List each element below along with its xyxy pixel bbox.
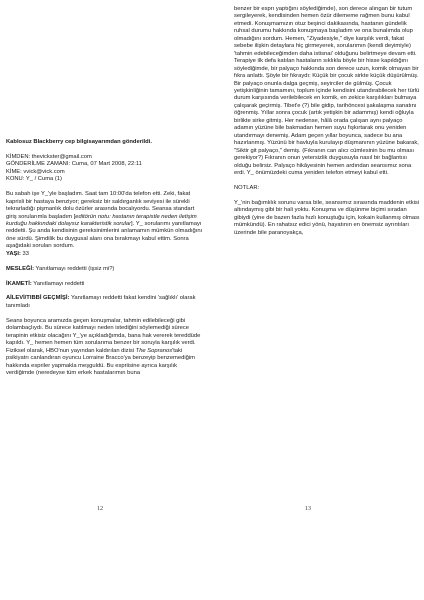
session-paragraph-1: [6, 191, 204, 251]
page-number-left: 12: [97, 506, 103, 512]
email-from-line: KİMDEN: thevickster@gmail.com: [6, 153, 92, 160]
session-paragraph-2-part-b: 'taki psikiyatrı canlandıran oyuncu Lorraine Bracco'ya benzeyip benzemediğim hakkında espriler yapmakla meşguldü. Bu espriisine ayrıca karşılık verdiğimde (neredeyse tüm erkek hastalarımın buna: [6, 347, 195, 376]
left-page-column: [0, 139, 204, 377]
residence-label: İKAMETİ:: [6, 280, 32, 287]
residence-line: [6, 281, 204, 288]
family-history-label: AİLEVİ/TIBBİ GEÇMİŞİ:: [6, 295, 70, 302]
occupation-label: MESLEĞİ:: [6, 265, 35, 272]
occupation-line: [6, 266, 204, 273]
sopranos-title-italic: The Sopranos: [135, 347, 173, 354]
email-to-line: KİME: vvick@vick.com: [6, 168, 65, 175]
editor-note-italic: editörün notu: hastanın terapistle neden iletişim kurduğu hakkındaki dolaysız karakteristik sorular: [6, 213, 197, 227]
age-label: YAŞI:: [6, 250, 21, 257]
email-sent-line: GÖNDERİLME ZAMANI: Cuma, 07 Mart 2008, 22:11: [6, 161, 142, 168]
occupation-value: Yanıtlamayı reddetti (işsiz mi?): [34, 265, 115, 272]
age-value: 33: [20, 250, 29, 257]
notes-paragraph: Y_'nin bağımlılık sorunu varsa bile, seansımız sırasında maddenin etkisi altındaymış gibi bir hali yoktu. Konuşma ve düşünme biçimi sıradan gibiydi (yine de bazen fazla hızlı konuştuğu için, kokain kullanmış olması mümkündü). En rahatsız edici yönü, hayatının en önemsiz ayrıntıları üzerinde bile paranoyakça,: [234, 199, 420, 236]
right-page-column: [222, 6, 424, 237]
family-history-value: Yanıtlamayı reddetti fakat kendini 'sağlıklı' olarak tanımladı: [6, 295, 196, 309]
family-history-line: [6, 295, 204, 310]
session-paragraph-2: [6, 318, 204, 378]
email-subject-line: KONU: Y_ / Cuma (1): [6, 176, 62, 183]
clown-story-paragraph: benzer bir esprı yaptığını söylediğimde), son derece alıngan bir tutum sergileyerek, kendisinden hemen özür dilememe rağmen bunu kabul etmedi. Konuşmamızın otuz beşinci dakikasında, hastanın gündelik ruhsal durumu hakkında konuşmaya başladım ve ona bunalımda olup olmadığını sordum. Hemen, "Ziyadesiyle," diye karşılık verdi, fakat sebebe ilişkin detaylara hiç girmeyerek, sorularımın (kendi deyimiyle) 'tahmin edebileceğimden daha istisnai' olduğunu belirtmeye devam etti. Terapiye ilk defa katılan hastaların sıklıkla böyle bir hisse kapıldığını söylediğimde, bir palyaço hakkında son derece uzun, komik olmayan bir fıkra anlattı. Şöyle bir fıkraydı: Küçük bir çocuk sirkte küçük düşürülmüş. Bir palyaço onunla dalga geçmiş, seyirciler de gülmüş. Çocuk yetişkinliğinin tamamını, toplum içinde kendisini utandırabilecek her türlü durum karşısında verilebilecek en komik, en zekice karşılıkları bulmaya çalışarak geçirmiş. Tibet'e (?) bile gidip, tarihöncesi şakalaşma sanatını öğrenmiş. Yıllar sonra çocuk (artık yetişkin bir adammış) kendi oğluyla birlikte sirke gitmiş. Her nedense, hâlâ orada çalışan aynı palyaço adamın yüzüne bile bakmadan hemen suyu fışkırtarak onu yeniden utandırmayı denemiş. Adam geçen yıllar boyunca, sadece bu ana hazırlanmış. Yüzünü bir havluyla kurulayıp düşmanının yüzüne bakarak, "Siktir git palyaço," demiş. (Fıkranın can alıcı cümlesinin bu mu olması gerekiyor?) Fıkranın onun yetersizlik duygusuyla nasıl bir bağlantısı olduğu belirsiz. Palyaço hikâyesinin hemen ardından seansımız sona erdi. Y_ önümüzdeki cuma yeniden telefon etmeyi kabul etti.: [234, 6, 420, 176]
age-line: [6, 251, 204, 258]
notes-heading: NOTLAR:: [234, 184, 260, 191]
email-signature-heading: Kablosuz Blackberry cep bilgisayarımdan gönderildi.: [6, 139, 152, 145]
page-number-right: 13: [305, 506, 311, 512]
session-paragraph-2-part-a: Seans boyunca aramızda geçen konuşmalar, tahmin edilebileceği gibi dolambaçlıydı. Bu sürece katılmayı neden istediğini söylemediği sürece terapinin etkisiz olacağını Y_'ye açıkladığımda, bana hak vererek tereddüde kapıldı. Y_ hemen hemen tüm sorularıma benzer bir soruyla karşılık verdi. Fiziksel olarak, HBO'nun yayından kaldırılan dizisi: [6, 317, 201, 354]
session-paragraph-1-part-a: Bu sabah işe Y_'yle başladım. Saat tam 10:00'da telefon etti. Zeki, fakat kaprisli bir hastaya benziyor; gereksiz bir saldırganlık seviyesi ile sürekli tekrarladığı pişmanlık dolu özürler arasında bocalıyordu. Seansa standart giriş sorularımla başladım [: [6, 191, 195, 220]
residence-value: Yanıtlamayı reddetti: [31, 280, 85, 287]
session-paragraph-1-part-b: ]. Y_ sorularımı yanıtlamayı reddetti. Şu anda kendisinin gereksinimlerini anlamamın mümkün olmadığını öne sürdü. Şimdilik bu duygusal alanı ona bırakmayı kabul ettim. Sonra aşağıdaki soruları sordum.: [6, 220, 203, 250]
